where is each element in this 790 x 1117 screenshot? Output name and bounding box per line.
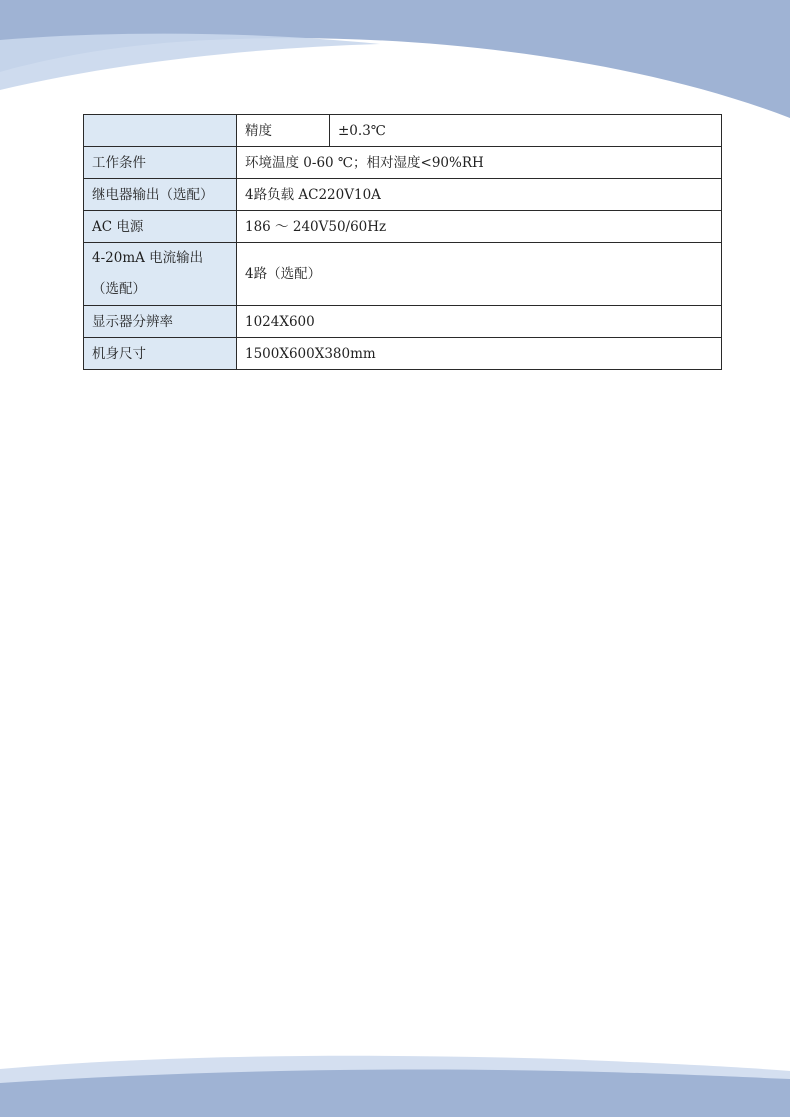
table-row (84, 338, 722, 370)
spec-label-cell: 工作条件 (84, 147, 237, 179)
spec-label-cell: AC 电源 (84, 211, 237, 243)
spec-value-cell: 环境温度 0-60 ℃；相对湿度<90%RH (237, 147, 722, 179)
spec-value-cell: ±0.3℃ (330, 115, 722, 147)
spec-value-cell: 4路（选配） (237, 243, 722, 306)
specification-table (83, 114, 722, 370)
spec-label-cell: 继电器输出（选配） (84, 179, 237, 211)
spec-value-cell: 1024X600 (237, 306, 722, 338)
spec-value-cell: 1500X600X380mm (237, 338, 722, 370)
spec-label-cell: 机身尺寸 (84, 338, 237, 370)
table-row (84, 179, 722, 211)
spec-label-cell: 显示器分辨率 (84, 306, 237, 338)
table-row (84, 211, 722, 243)
spec-label-cell (84, 115, 237, 147)
table-row (84, 243, 722, 306)
table-row (84, 306, 722, 338)
spec-value-cell: 4路负载 AC220V10A (237, 179, 722, 211)
spec-value-cell: 186 ～ 240V50/60Hz (237, 211, 722, 243)
header-wave-decoration (0, 0, 790, 130)
spec-sublabel-cell: 精度 (237, 115, 330, 147)
spec-label-cell: 4-20mA 电流输出（选配） (84, 243, 237, 306)
table-row (84, 115, 722, 147)
footer-wave-decoration (0, 1045, 790, 1117)
table-row (84, 147, 722, 179)
